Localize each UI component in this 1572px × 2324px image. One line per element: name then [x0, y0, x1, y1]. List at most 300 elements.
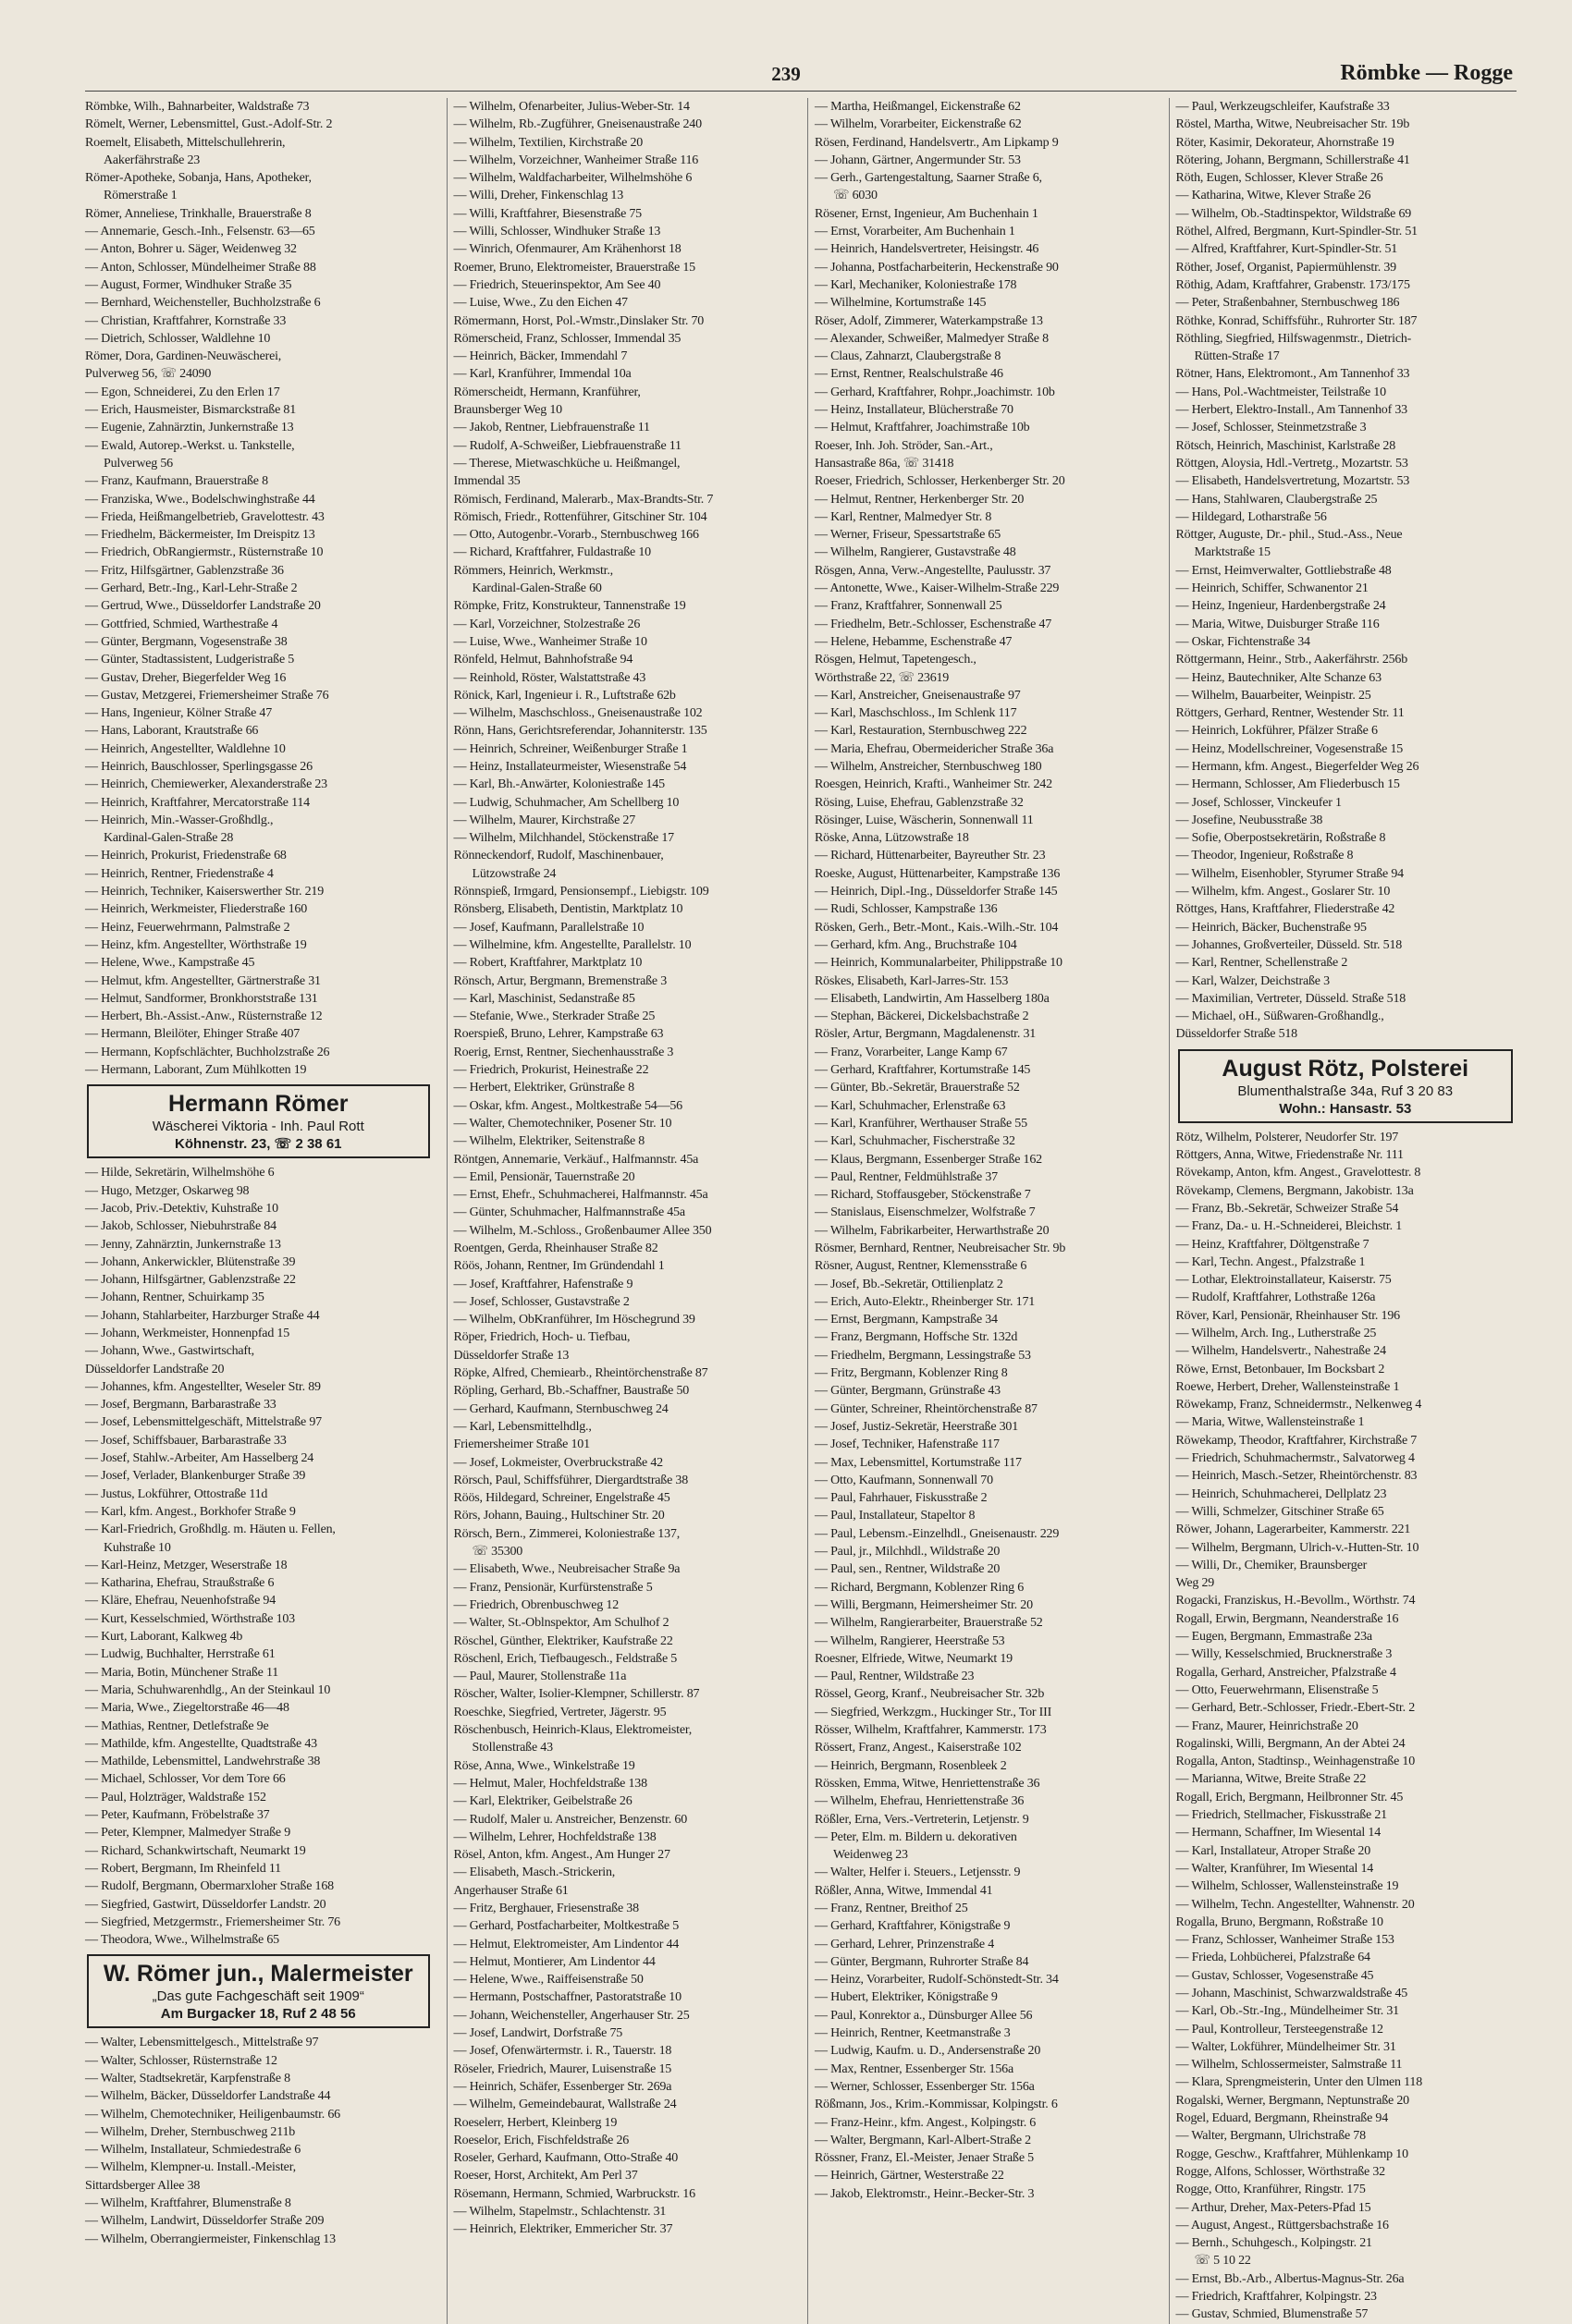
directory-entry: — Heinrich, Werkmeister, Fliederstraße 160 — [85, 902, 308, 917]
directory-entry: — Wilhelm, Schlosser, Wallensteinstraße 19 — [1175, 1879, 1399, 1894]
directory-entry: — Hilde, Sekretärin, Wilhelmshöhe 6 — [85, 1166, 275, 1180]
directory-entry: — Wilhelm, Stapelmstr., Schlachtenstr. 31 — [453, 2205, 667, 2220]
directory-entry: — Elisabeth, Masch.-Strickerin, — [453, 1865, 616, 1880]
directory-entry: — Ludwig, Kaufm. u. D., Andersenstraße 20 — [815, 2044, 1041, 2059]
directory-entry: Rössel, Georg, Kranf., Neubreisacher Str. 32b — [815, 1687, 1045, 1702]
directory-entry: — Friedrich, ObRangiermstr., Rüsternstraße 10 — [85, 545, 324, 560]
advertisement-box — [87, 1954, 430, 2028]
advertisement-line: Blumenthalstraße 34a, Ruf 3 20 83 — [1237, 1082, 1454, 1099]
directory-entry: — Wilhelm, Kraftfahrer, Blumenstraße 8 — [85, 2196, 291, 2211]
directory-entry: — Karl, Kranführer, Werthauser Straße 55 — [815, 1116, 1027, 1131]
directory-entry: — Maria, Witwe, Duisburger Straße 116 — [1175, 617, 1380, 631]
directory-entry: — Heinz, kfm. Angestellter, Wörthstraße 19 — [85, 937, 307, 952]
directory-entry: — Franziska, Wwe., Bodelschwinghstraße 44 — [85, 492, 315, 507]
entry-continuation: Marktstraße 15 — [1194, 545, 1271, 560]
directory-entry: — Kurt, Laborant, Kalkweg 4b — [85, 1630, 243, 1645]
directory-entry: — Hermann, Bleilöter, Ehinger Straße 407 — [85, 1027, 301, 1042]
directory-entry: — Kläre, Ehefrau, Neuenhofstraße 94 — [85, 1594, 276, 1608]
directory-entry: — Otto, Feuerwehrmann, Elisenstraße 5 — [1175, 1682, 1379, 1697]
directory-entry: — Richard, Schankwirtschaft, Neumarkt 19 — [85, 1843, 306, 1858]
directory-entry: — Oskar, kfm. Angest., Moltkestraße 54—56 — [453, 1098, 682, 1113]
directory-entry: — Heinrich, Schuhmacherei, Dellplatz 23 — [1175, 1486, 1387, 1501]
directory-entry: Röpling, Gerhard, Bb.-Schaffner, Baustraße 50 — [453, 1384, 690, 1399]
directory-entry: — Josef, Stahlw.-Arbeiter, Am Hasselberg 24 — [85, 1451, 314, 1466]
directory-entry: Rötsch, Heinrich, Maschinist, Karlstraße 28 — [1175, 438, 1396, 453]
directory-entry: — Friedhelm, Bäckermeister, Im Dreispitz 13 — [85, 528, 315, 543]
directory-entry: — Heinrich, Bergmann, Rosenbleek 2 — [815, 1758, 1007, 1773]
directory-entry: Pulverweg 56, ☏ 24090 — [85, 367, 212, 382]
directory-entry: — Egon, Schneiderei, Zu den Erlen 17 — [85, 385, 280, 399]
directory-entry: — Herbert, Elektro-Install., Am Tannenhof 33 — [1175, 403, 1407, 418]
directory-entry: Weg 29 — [1175, 1576, 1215, 1591]
directory-entry: — Günter, Bergmann, Grünstraße 43 — [815, 1384, 1001, 1399]
directory-entry: — Johann, Stahlarbeiter, Harzburger Straße 44 — [85, 1308, 320, 1323]
directory-entry: — Franz, Kaufmann, Brauerstraße 8 — [85, 474, 268, 489]
directory-entry: Rogalla, Gerhard, Anstreicher, Pfalzstraße 4 — [1175, 1665, 1396, 1680]
directory-entry: Römisch, Friedr., Rottenführer, Gitschiner Str. 104 — [453, 509, 707, 524]
directory-entry: — Gertrud, Wwe., Düsseldorfer Landstraße 20 — [85, 599, 321, 614]
directory-entry: — Peter, Klempner, Malmedyer Straße 9 — [85, 1826, 291, 1841]
directory-entry: Röscher, Walter, Isolier-Klempner, Schillerstr. 87 — [453, 1687, 700, 1702]
directory-entry: Rössert, Franz, Angest., Kaiserstraße 102 — [815, 1741, 1022, 1755]
directory-entry: — Wilhelm, Bäcker, Düsseldorfer Landstraße 44 — [85, 2089, 331, 2104]
directory-entry: — Franz, Pensionär, Kurfürstenstraße 5 — [453, 1580, 653, 1595]
directory-entry: — Herbert, Elektriker, Grünstraße 8 — [453, 1081, 634, 1095]
directory-entry: — Robert, Bergmann, Im Rheinfeld 11 — [85, 1861, 281, 1876]
directory-entry: — Wilhelm, Landwirt, Düsseldorfer Straße 209 — [85, 2214, 325, 2229]
directory-entry: — Franz, Schlosser, Wanheimer Straße 153 — [1175, 1933, 1394, 1948]
entry-continuation: ☏ 6030 — [833, 189, 878, 203]
directory-entry: — Wilhelm, Schlossermeister, Salmstraße 11 — [1175, 2058, 1403, 2073]
directory-entry: — Paul, Maurer, Stollenstraße 11a — [453, 1670, 627, 1684]
directory-entry: — Wilhelm, Eisenhobler, Styrumer Straße 94 — [1175, 866, 1404, 881]
directory-entry: — Wilhelm, Installateur, Schmiedestraße 6 — [85, 2143, 301, 2158]
directory-entry: Rösinger, Luise, Wäscherin, Sonnenwall 11 — [815, 813, 1034, 827]
column-4 — [1169, 98, 1517, 2324]
directory-entry: — Rudolf, Maler u. Anstreicher, Benzenstr. 60 — [453, 1812, 687, 1827]
directory-entry: — Siegfried, Metzgermstr., Friemersheimer Str. 76 — [85, 1914, 340, 1929]
directory-entry: Angerhauser Straße 61 — [453, 1883, 569, 1898]
directory-entry: — Günter, Schuhmacher, Halfmannstraße 45a — [453, 1205, 685, 1220]
directory-entry: — Maria, Schuhwarenhdlg., An der Steinkaul 10 — [85, 1682, 331, 1697]
directory-entry: Röpke, Alfred, Chemiearb., Rheintörchenstraße 87 — [453, 1366, 708, 1381]
directory-entry: Röser, Adolf, Zimmerer, Waterkampstraße 13 — [815, 313, 1043, 328]
directory-entry: — Jakob, Schlosser, Niebuhrstraße 84 — [85, 1219, 276, 1234]
directory-entry: — Hermann, Schlosser, Am Fliederbusch 15 — [1175, 777, 1400, 792]
directory-entry: — Karl, Techn. Angest., Pfalzstraße 1 — [1175, 1254, 1366, 1269]
advertisement-line: Wäscherei Viktoria - Inh. Paul Rott — [152, 1119, 364, 1135]
directory-entry: — Ernst, Rentner, Realschulstraße 46 — [815, 367, 1003, 382]
directory-entry: — Karl-Friedrich, Großhdlg. m. Häuten u. Fellen, — [85, 1523, 336, 1537]
directory-entry: — Heinrich, Bauschlosser, Sperlingsgasse 26 — [85, 759, 313, 774]
directory-entry: — Maria, Botin, Münchener Straße 11 — [85, 1665, 279, 1680]
directory-entry: — Hermann, Postschaffner, Pastoratstraße 10 — [453, 1990, 682, 2005]
directory-entry: — Franz, Bergmann, Hoffsche Str. 132d — [815, 1330, 1018, 1345]
directory-entry: — Mathias, Rentner, Detlefstraße 9e — [85, 1719, 269, 1733]
directory-entry: — Heinrich, Chemiewerker, Alexanderstraße 23 — [85, 777, 327, 792]
directory-entry: Rogge, Otto, Kranführer, Ringstr. 175 — [1175, 2183, 1366, 2197]
directory-entry: — Klaus, Bergmann, Essenberger Straße 162 — [815, 1152, 1042, 1167]
directory-entry: Rößler, Anna, Witwe, Immendal 41 — [815, 1883, 993, 1898]
directory-entry: Roerig, Ernst, Rentner, Siechenhausstraße 3 — [453, 1045, 674, 1059]
directory-entry: — Rudolf, Kraftfahrer, Lothstraße 126a — [1175, 1290, 1376, 1305]
directory-entry: — Franz-Heinr., kfm. Angest., Kolpingstr. 6 — [815, 2115, 1037, 2130]
directory-entry: — Lothar, Elektroinstallateur, Kaiserstr. 75 — [1175, 1273, 1392, 1288]
entry-continuation: Aakerfährstraße 23 — [104, 153, 201, 167]
directory-entry: — Anton, Bohrer u. Säger, Weidenweg 32 — [85, 242, 297, 257]
directory-entry: Röther, Josef, Organist, Papiermühlenstr. 39 — [1175, 260, 1396, 275]
column-3 — [807, 98, 1156, 2324]
directory-entry: — Friedrich, Schuhmachermstr., Salvatorweg 4 — [1175, 1451, 1415, 1466]
directory-entry: — Helene, Wwe., Raiffeisenstraße 50 — [453, 1973, 644, 1988]
directory-entry: — Rudolf, Bergmann, Obermarxloher Straße 168 — [85, 1879, 334, 1894]
directory-entry: — Ernst, Ehefr., Schuhmacherei, Halfmannstr. 45a — [453, 1188, 708, 1203]
directory-entry: — Günter, Stadtassistent, Ludgeristraße 5 — [85, 653, 295, 667]
directory-entry: Röthig, Adam, Kraftfahrer, Grabenstr. 173/175 — [1175, 277, 1410, 292]
directory-entry: — Josefine, Neubusstraße 38 — [1175, 813, 1323, 827]
directory-entry: — Josef, Bb.-Sekretär, Ottilienplatz 2 — [815, 1277, 1003, 1291]
directory-entry: — Heinrich, Lokführer, Pfälzer Straße 6 — [1175, 724, 1378, 739]
directory-entry: — Josef, Verlader, Blankenburger Straße 39 — [85, 1469, 306, 1484]
directory-entry: — Gustav, Metzgerei, Friemersheimer Straße 76 — [85, 688, 329, 703]
directory-entry: — Johann, Gärtner, Angermunder Str. 53 — [815, 153, 1021, 167]
directory-entry: — Heinz, Bautechniker, Alte Schanze 63 — [1175, 670, 1382, 685]
directory-entry: — Maria, Witwe, Wallensteinstraße 1 — [1175, 1415, 1365, 1430]
directory-entry: — Gerhard, Betr.-Ing., Karl-Lehr-Straße 2 — [85, 581, 298, 596]
directory-entry: — Karl, Restauration, Sternbuschweg 222 — [815, 724, 1027, 739]
directory-entry: — Heinrich, Elektriker, Emmericher Str. 37 — [453, 2222, 673, 2237]
directory-entry: Friemersheimer Straße 101 — [453, 1437, 590, 1452]
directory-entry: — Christian, Kraftfahrer, Kornstraße 33 — [85, 313, 287, 328]
directory-entry: — Wilhelm, Dreher, Sternbuschweg 211b — [85, 2124, 296, 2139]
directory-entry: — Wilhelm, Vorzeichner, Wanheimer Straße 116 — [453, 153, 699, 167]
directory-entry: — Elisabeth, Wwe., Neubreisacher Straße 9a — [453, 1562, 681, 1577]
directory-entry: — Rudolf, A-Schweißer, Liebfrauenstraße 11 — [453, 438, 682, 453]
directory-entry: — Franz, Kraftfahrer, Sonnenwall 25 — [815, 599, 1002, 614]
directory-entry: Römelt, Werner, Lebensmittel, Gust.-Adolf-Str. 2 — [85, 117, 333, 132]
directory-entry: Düsseldorfer Straße 518 — [1175, 1027, 1297, 1042]
directory-entry: — Hermann, kfm. Angest., Biegerfelder Weg 26 — [1175, 759, 1419, 774]
directory-entry: — Franz, Vorarbeiter, Lange Kamp 67 — [815, 1045, 1008, 1059]
directory-entry: — Siegfried, Gastwirt, Düsseldorfer Landstr. 20 — [85, 1897, 326, 1912]
advertisement-title: Hermann Römer — [168, 1091, 349, 1118]
directory-entry: Römpke, Fritz, Konstrukteur, Tannenstraße 19 — [453, 599, 686, 614]
directory-entry: Immendal 35 — [453, 474, 521, 489]
directory-entry: — Heinz, Modellschreiner, Vogesenstraße 15 — [1175, 741, 1404, 756]
directory-entry: — Günter, Schreiner, Rheintörchenstraße 87 — [815, 1401, 1038, 1416]
directory-entry: — Ernst, Heimverwalter, Gottliebstraße 48 — [1175, 563, 1392, 578]
directory-entry: — Arthur, Dreher, Max-Peters-Pfad 15 — [1175, 2200, 1371, 2215]
directory-entry: Römer-Apotheke, Sobanja, Hans, Apotheker, — [85, 171, 312, 186]
directory-entry: — Walter, Lokführer, Mündelheimer Str. 31 — [1175, 2039, 1396, 2054]
directory-entry: — Hugo, Metzger, Oskarweg 98 — [85, 1183, 250, 1198]
directory-entry: Röttger, Auguste, Dr.- phil., Stud.-Ass., Neue — [1175, 528, 1403, 543]
directory-entry: — Paul, Werkzeugschleifer, Kaufstraße 33 — [1175, 100, 1390, 114]
directory-entry: — Stefanie, Wwe., Sterkrader Straße 25 — [453, 1009, 656, 1024]
directory-entry: Rössken, Emma, Witwe, Henriettenstraße 36 — [815, 1776, 1040, 1791]
directory-entry: — Paul, Rentner, Wildstraße 23 — [815, 1670, 975, 1684]
directory-entry: — Justus, Lokführer, Ottostraße 11d — [85, 1486, 268, 1501]
directory-entry: Röter, Kasimir, Dekorateur, Ahornstraße 19 — [1175, 135, 1394, 150]
directory-entry: — Günter, Bb.-Sekretär, Brauerstraße 52 — [815, 1081, 1020, 1095]
directory-entry: — Paul, Fahrhauer, Fiskusstraße 2 — [815, 1491, 988, 1506]
directory-entry: Rönn, Hans, Gerichtsreferendar, Johanniterstr. 135 — [453, 724, 707, 739]
directory-entry: Rogalski, Werner, Bergmann, Neptunstraße 20 — [1175, 2093, 1409, 2108]
directory-entry: — Gerhard, Lehrer, Prinzenstraße 4 — [815, 1937, 994, 1951]
directory-entry: Röttgen, Aloysia, Hdl.-Vertretg., Mozartstr. 53 — [1175, 456, 1408, 471]
directory-entry: — Karl, Lebensmittelhdlg., — [453, 1419, 592, 1434]
directory-entry: — Maximilian, Vertreter, Düsseld. Straße 518 — [1175, 991, 1406, 1006]
directory-entry: — Willi, Dreher, Finkenschlag 13 — [453, 189, 624, 203]
directory-entry: — Helene, Hebamme, Eschenstraße 47 — [815, 634, 1013, 649]
directory-entry: Rößler, Erna, Vers.-Vertreterin, Letjenstr. 9 — [815, 1812, 1029, 1827]
directory-entry: — Hans, Laborant, Krautstraße 66 — [85, 724, 259, 739]
directory-entry: — Max, Lebensmittel, Kortumstraße 117 — [815, 1455, 1022, 1470]
directory-entry: — Theodor, Ingenieur, Roßstraße 8 — [1175, 849, 1354, 863]
directory-entry: Rörs, Johann, Bauing., Hultschiner Str. 20 — [453, 1509, 665, 1523]
directory-entry: Römerscheid, Franz, Schlosser, Immendal 35 — [453, 331, 682, 346]
directory-entry: — Ernst, Bb.-Arb., Albertus-Magnus-Str. 26a — [1175, 2271, 1405, 2286]
directory-entry: — Heinrich, Handelsvertreter, Heisingstr. 46 — [815, 242, 1039, 257]
directory-entry: — Johann, Rentner, Schuirkamp 35 — [85, 1290, 264, 1305]
directory-entry: — Gerhard, Kraftfahrer, Rohpr.,Joachimstr. 10b — [815, 385, 1055, 399]
directory-entry: — Günter, Bergmann, Ruhrorter Straße 84 — [815, 1954, 1029, 1969]
directory-entry: — Reinhold, Röster, Walstattstraße 43 — [453, 670, 646, 685]
advertisement-line: Wohn.: Hansastr. 53 — [1279, 1100, 1412, 1117]
directory-entry: Röskes, Elisabeth, Karl-Jarres-Str. 153 — [815, 973, 1009, 988]
directory-entry: — Josef, Schlosser, Vinckeufer 1 — [1175, 795, 1342, 810]
directory-entry: — Walter, Stadtsekretär, Karpfenstraße 8 — [85, 2071, 290, 2085]
directory-entry: — August, Former, Windhuker Straße 35 — [85, 277, 292, 292]
directory-entry: — Otto, Autogenbr.-Vorarb., Sternbuschweg 166 — [453, 528, 699, 543]
directory-entry: — Gerhard, Kraftfahrer, Kortumstraße 145 — [815, 1063, 1031, 1078]
directory-entry: — Richard, Stoffausgeber, Stöckenstraße 7 — [815, 1188, 1031, 1203]
directory-entry: — Mathilde, Lebensmittel, Landwehrstraße 38 — [85, 1755, 321, 1769]
directory-entry: Rösmer, Bernhard, Rentner, Neubreisacher Str. 9b — [815, 1242, 1066, 1255]
directory-entry: Röstel, Martha, Witwe, Neubreisacher Str. 19b — [1175, 117, 1410, 132]
directory-entry: — Gustav, Schmied, Blumenstraße 57 — [1175, 2307, 1369, 2322]
directory-entry: Rönneckendorf, Rudolf, Maschinenbauer, — [453, 849, 664, 863]
directory-entry: — Karl, Rentner, Malmedyer Str. 8 — [815, 509, 992, 524]
directory-entry: — Hans, Pol.-Wachtmeister, Teilstraße 10 — [1175, 385, 1386, 399]
directory-entry: — Walter, Lebensmittelgesch., Mittelstraße 97 — [85, 2036, 319, 2050]
directory-entry: — Wilhelm, Lehrer, Hochfeldstraße 138 — [453, 1829, 657, 1844]
directory-entry: Röös, Hildegard, Schreiner, Engelstraße 45 — [453, 1491, 670, 1506]
directory-entry: — Alfred, Kraftfahrer, Kurt-Spindler-Str. 51 — [1175, 242, 1398, 257]
directory-entry: — Heinrich, Schiffer, Schwanentor 21 — [1175, 581, 1369, 596]
directory-entry: — Hans, Stahlwaren, Claubergstraße 25 — [1175, 492, 1378, 507]
entry-continuation: Pulverweg 56 — [104, 456, 173, 471]
directory-entry: — Karl, Schuhmacher, Fischerstraße 32 — [815, 1134, 1015, 1149]
directory-entry: — Franz, Bb.-Sekretär, Schweizer Straße 54 — [1175, 1201, 1399, 1216]
directory-entry: — Martha, Heißmangel, Eickenstraße 62 — [815, 100, 1021, 114]
advertisement-line: Köhnenstr. 23, ☏ 2 38 61 — [175, 1136, 342, 1153]
directory-entry: Römer, Anneliese, Trinkhalle, Brauerstraße 8 — [85, 206, 312, 221]
entry-continuation: Kuhstraße 10 — [104, 1540, 171, 1555]
directory-entry: — Karl-Heinz, Metzger, Weserstraße 18 — [85, 1558, 288, 1572]
directory-entry: Roemer, Bruno, Elektromeister, Brauerstraße 15 — [453, 260, 695, 275]
directory-entry: — Heinrich, Prokurist, Friedenstraße 68 — [85, 849, 287, 863]
directory-entry: — Oskar, Fichtenstraße 34 — [1175, 634, 1310, 649]
directory-entry: Roeser, Inh. Joh. Ströder, San.-Art., — [815, 438, 993, 453]
directory-entry: — Ewald, Autorep.-Werkst. u. Tankstelle, — [85, 438, 295, 453]
directory-entry: — Heinrich, Min.-Wasser-Großhdlg., — [85, 813, 274, 827]
directory-entry: Roeselerr, Herbert, Kleinberg 19 — [453, 2115, 618, 2130]
directory-entry: — Heinrich, Angestellter, Waldlehne 10 — [85, 741, 286, 756]
directory-entry: — Gerhard, Postfacharbeiter, Moltkestraße 5 — [453, 1919, 680, 1934]
directory-entry: — Helmut, Kraftfahrer, Joachimstraße 10b — [815, 421, 1030, 435]
directory-entry: — Heinrich, Kommunalarbeiter, Philippstraße 10 — [815, 956, 1062, 971]
directory-entry: Röwekamp, Franz, Schneidermstr., Nelkenweg 4 — [1175, 1398, 1422, 1413]
directory-entry: — Gustav, Schlosser, Vogesenstraße 45 — [1175, 1968, 1374, 1983]
directory-entry: Rösgen, Anna, Verw.-Angestellte, Paulusstr. 37 — [815, 563, 1051, 578]
directory-entry: — Karl, Schuhmacher, Erlenstraße 63 — [815, 1098, 1006, 1113]
directory-entry: — Heinz, Ingenieur, Hardenbergstraße 24 — [1175, 599, 1386, 614]
directory-entry: — Josef, Schlosser, Gustavstraße 2 — [453, 1294, 630, 1309]
directory-entry: — Max, Rentner, Essenberger Str. 156a — [815, 2061, 1013, 2076]
directory-entry: Rövekamp, Clemens, Bergmann, Jakobistr. 13a — [1175, 1183, 1414, 1198]
directory-entry: — Heinrich, Masch.-Setzer, Rheintörchenstr. 83 — [1175, 1469, 1418, 1484]
column-1 — [85, 98, 434, 2324]
directory-entry: — Helmut, Sandformer, Bronkhorststraße 131 — [85, 991, 318, 1006]
directory-entry: Roeser, Horst, Architekt, Am Perl 37 — [453, 2169, 638, 2183]
directory-entry: — Wilhelm, Waldfacharbeiter, Wilhelmshöhe 6 — [453, 171, 693, 186]
directory-entry: — Karl, Vorzeichner, Stolzestraße 26 — [453, 617, 641, 631]
directory-entry: — Michael, oH., Süßwaren-Großhandlg., — [1175, 1009, 1384, 1024]
directory-entry: — Wilhelm, kfm. Angest., Goslarer Str. 10 — [1175, 885, 1391, 899]
directory-entry: Roesgen, Heinrich, Krafti., Wanheimer Str. 242 — [815, 777, 1052, 792]
directory-entry: — Bernhard, Weichensteller, Buchholzstraße 6 — [85, 296, 321, 311]
directory-entry: Rötz, Wilhelm, Polsterer, Neudorfer Str. 197 — [1175, 1130, 1399, 1144]
directory-entry: Rörsch, Bern., Zimmerei, Koloniestraße 137, — [453, 1526, 681, 1541]
directory-entry: — Antonette, Wwe., Kaiser-Wilhelm-Straße 229 — [815, 581, 1060, 596]
directory-entry: — Franz, Maurer, Heinrichstraße 20 — [1175, 1719, 1358, 1733]
directory-entry: — Walter, Bergmann, Karl-Albert-Straße 2 — [815, 2133, 1031, 2147]
directory-entry: Rogalinski, Willi, Bergmann, An der Abtei 24 — [1175, 1736, 1406, 1751]
directory-entry: — Karl, Bh.-Anwärter, Koloniestraße 145 — [453, 777, 665, 792]
directory-entry: Römbke, Wilh., Bahnarbeiter, Waldstraße 73 — [85, 100, 310, 114]
directory-entry: Rösken, Gerh., Betr.-Mont., Kais.-Wilh.-Str. 104 — [815, 920, 1059, 935]
directory-entry: — Werner, Schlosser, Essenberger Str. 156a — [815, 2079, 1035, 2094]
directory-entry: — Jacob, Priv.-Detektiv, Kuhstraße 10 — [85, 1201, 278, 1216]
directory-entry: — Richard, Hüttenarbeiter, Bayreuther Str. 23 — [815, 849, 1046, 863]
directory-entry: — Hans, Ingenieur, Kölner Straße 47 — [85, 706, 272, 721]
directory-entry: — Johannes, kfm. Angestellter, Weseler Str. 89 — [85, 1379, 321, 1394]
directory-entry: — Heinz, Installateurmeister, Wiesenstraße 54 — [453, 759, 687, 774]
directory-entry: Rogall, Erwin, Bergmann, Neanderstraße 16 — [1175, 1611, 1399, 1626]
directory-entry: Rogacki, Franziskus, H.-Bevollm., Wörthstr. 74 — [1175, 1594, 1416, 1608]
directory-entry: Rönick, Karl, Ingenieur i. R., Luftstraße 62b — [453, 688, 676, 703]
directory-entry: — Heinz, Feuerwehrmann, Palmstraße 2 — [85, 920, 290, 935]
directory-entry: — Heinz, Vorarbeiter, Rudolf-Schönstedt-Str. 34 — [815, 1973, 1059, 1988]
directory-entry: Rönsch, Artur, Bergmann, Bremenstraße 3 — [453, 973, 668, 988]
directory-entry: Rösser, Wilhelm, Kraftfahrer, Kammerstr. 173 — [815, 1723, 1047, 1738]
directory-entry: Roeske, August, Hüttenarbeiter, Kampstraße 136 — [815, 866, 1061, 881]
directory-entry: — Heinrich, Dipl.-Ing., Düsseldorfer Straße 145 — [815, 885, 1058, 899]
directory-entry: — Johann, Wwe., Gastwirtschaft, — [85, 1344, 254, 1359]
directory-entry: — Wilhelm, Ofenarbeiter, Julius-Weber-Str. 14 — [453, 100, 690, 114]
directory-entry: Rösgen, Helmut, Tapetengesch., — [815, 653, 976, 667]
directory-entry: — Katharina, Witwe, Klever Straße 26 — [1175, 189, 1371, 203]
advertisement-title: W. Römer jun., Malermeister — [103, 1961, 413, 1988]
directory-entry: — Wilhelm, Maurer, Kirchstraße 27 — [453, 813, 636, 827]
directory-entry: — Wilhelm, Milchhandel, Stöckenstraße 17 — [453, 831, 674, 846]
directory-entry: — Wilhelm, Fabrikarbeiter, Herwarthstraße 20 — [815, 1223, 1050, 1238]
directory-entry: — Luise, Wwe., Zu den Eichen 47 — [453, 296, 628, 311]
directory-entry: — Willi, Dr., Chemiker, Braunsberger — [1175, 1558, 1368, 1572]
directory-entry: — Friedhelm, Betr.-Schlosser, Eschenstraße 47 — [815, 617, 1051, 631]
entry-continuation: Kardinal-Galen-Straße 28 — [104, 831, 234, 846]
directory-entry: — Johann, Hilfsgärtner, Gablenzstraße 22 — [85, 1273, 296, 1288]
directory-entry: — Karl, Walzer, Deichstraße 3 — [1175, 973, 1330, 988]
directory-entry: — Friedrich, Obrenbuschweg 12 — [453, 1597, 619, 1612]
directory-entry: — Herbert, Bh.-Assist.-Anw., Rüsternstraße 12 — [85, 1009, 323, 1024]
header-rule — [85, 91, 1517, 92]
directory-entry: Röwe, Ernst, Betonbauer, Im Bocksbart 2 — [1175, 1362, 1385, 1376]
directory-entry: — Wilhelm, Rb.-Zugführer, Gneisenaustraße 240 — [453, 117, 702, 132]
directory-entry: — Luise, Wwe., Wanheimer Straße 10 — [453, 634, 647, 649]
directory-entry: — Josef, Landwirt, Dorfstraße 75 — [453, 2026, 623, 2041]
directory-entry: — Gerh., Gartengestaltung, Saarner Straße 6, — [815, 171, 1042, 186]
directory-entry: — Winrich, Ofenmaurer, Am Krähenhorst 18 — [453, 242, 682, 257]
directory-entry: Roeselor, Erich, Fischfeldstraße 26 — [453, 2133, 630, 2147]
directory-entry: — Willi, Schmelzer, Gitschiner Straße 65 — [1175, 1504, 1384, 1519]
directory-entry: — Helmut, Montierer, Am Lindentor 44 — [453, 1954, 656, 1969]
directory-entry: — Elisabeth, Handelsvertretung, Mozartstr. 53 — [1175, 474, 1410, 489]
directory-entry: — Wilhelm, Bergmann, Ulrich-v.-Hutten-Str. 10 — [1175, 1540, 1419, 1555]
directory-entry: Rönfeld, Helmut, Bahnhofstraße 94 — [453, 653, 633, 667]
directory-entry: — Josef, Lokmeister, Overbruckstraße 42 — [453, 1455, 663, 1470]
directory-entry: — Bernh., Schuhgesch., Kolpingstr. 21 — [1175, 2236, 1372, 2251]
directory-entry: — Wilhelm, Arch. Ing., Lutherstraße 25 — [1175, 1327, 1377, 1340]
running-head: Römbke — Rogge — [1340, 61, 1513, 85]
directory-entry: Wörthstraße 22, ☏ 23619 — [815, 670, 950, 685]
directory-entry: Rogge, Geschw., Kraftfahrer, Mühlenkamp 10 — [1175, 2147, 1408, 2161]
directory-entry: — Walter, Chemotechniker, Posener Str. 10 — [453, 1116, 672, 1131]
advertisement-title: August Rötz, Polsterei — [1222, 1055, 1469, 1082]
entry-continuation: ☏ 35300 — [472, 1545, 523, 1560]
directory-entry: — Josef, Kraftfahrer, Hafenstraße 9 — [453, 1277, 633, 1291]
directory-entry: — Heinrich, Bäcker, Buchenstraße 95 — [1175, 920, 1367, 935]
directory-entry: — Maria, Wwe., Ziegeltorstraße 46—48 — [85, 1701, 289, 1716]
directory-entry: Rövekamp, Anton, kfm. Angest., Gravelottestr. 8 — [1175, 1166, 1421, 1180]
directory-entry: — Fritz, Hilfsgärtner, Gablenzstraße 36 — [85, 563, 284, 578]
directory-entry: — Friedrich, Kraftfahrer, Kolpingstr. 23 — [1175, 2290, 1377, 2305]
directory-entry: Rogel, Eduard, Bergmann, Rheinstraße 94 — [1175, 2111, 1389, 2126]
directory-entry: — Helmut, Maler, Hochfeldstraße 138 — [453, 1776, 647, 1791]
directory-entry: Rogalla, Anton, Stadtinsp., Weinhagenstraße 10 — [1175, 1755, 1415, 1769]
directory-entry: — Therese, Mietwaschküche u. Heißmangel, — [453, 456, 681, 471]
directory-entry: — Walter, Kranführer, Im Wiesental 14 — [1175, 1861, 1374, 1876]
directory-entry: — Josef, Techniker, Hafenstraße 117 — [815, 1437, 1000, 1452]
directory-entry: Röwer, Johann, Lagerarbeiter, Kammerstr. 221 — [1175, 1523, 1411, 1537]
directory-entry: Rösler, Artur, Bergmann, Magdalenenstr. 31 — [815, 1027, 1037, 1042]
directory-entry: — Heinrich, Rentner, Keetmanstraße 3 — [815, 2026, 1011, 2041]
advertisement-box — [1178, 1049, 1514, 1123]
directory-entry: Röschenl, Erich, Tiefbaugesch., Feldstraße 5 — [453, 1651, 678, 1666]
directory-entry: — Wilhelm, Klempner-u. Install.-Meister, — [85, 2160, 296, 2175]
directory-entry: — Friedrich, Steuerinspektor, Am See 40 — [453, 277, 661, 292]
directory-entry: Roentgen, Gerda, Rheinhauser Straße 82 — [453, 1242, 658, 1255]
directory-entry: — Theodora, Wwe., Wilhelmstraße 65 — [85, 1933, 279, 1948]
directory-entry: — Wilhelm, Bauarbeiter, Weinpistr. 25 — [1175, 688, 1371, 703]
directory-entry: — Frieda, Heißmangelbetrieb, Gravelottestr. 43 — [85, 509, 325, 524]
directory-entry: Röver, Karl, Pensionär, Rheinhauser Str. 196 — [1175, 1308, 1400, 1323]
directory-entry: — Paul, sen., Rentner, Wildstraße 20 — [815, 1562, 1001, 1577]
directory-entry: — Wilhelm, Elektriker, Seitenstraße 8 — [453, 1134, 645, 1149]
directory-entry: — Karl, Kranführer, Immendal 10a — [453, 367, 632, 382]
directory-entry: — Johann, Maschinist, Schwarzwaldstraße 45 — [1175, 1986, 1408, 2000]
